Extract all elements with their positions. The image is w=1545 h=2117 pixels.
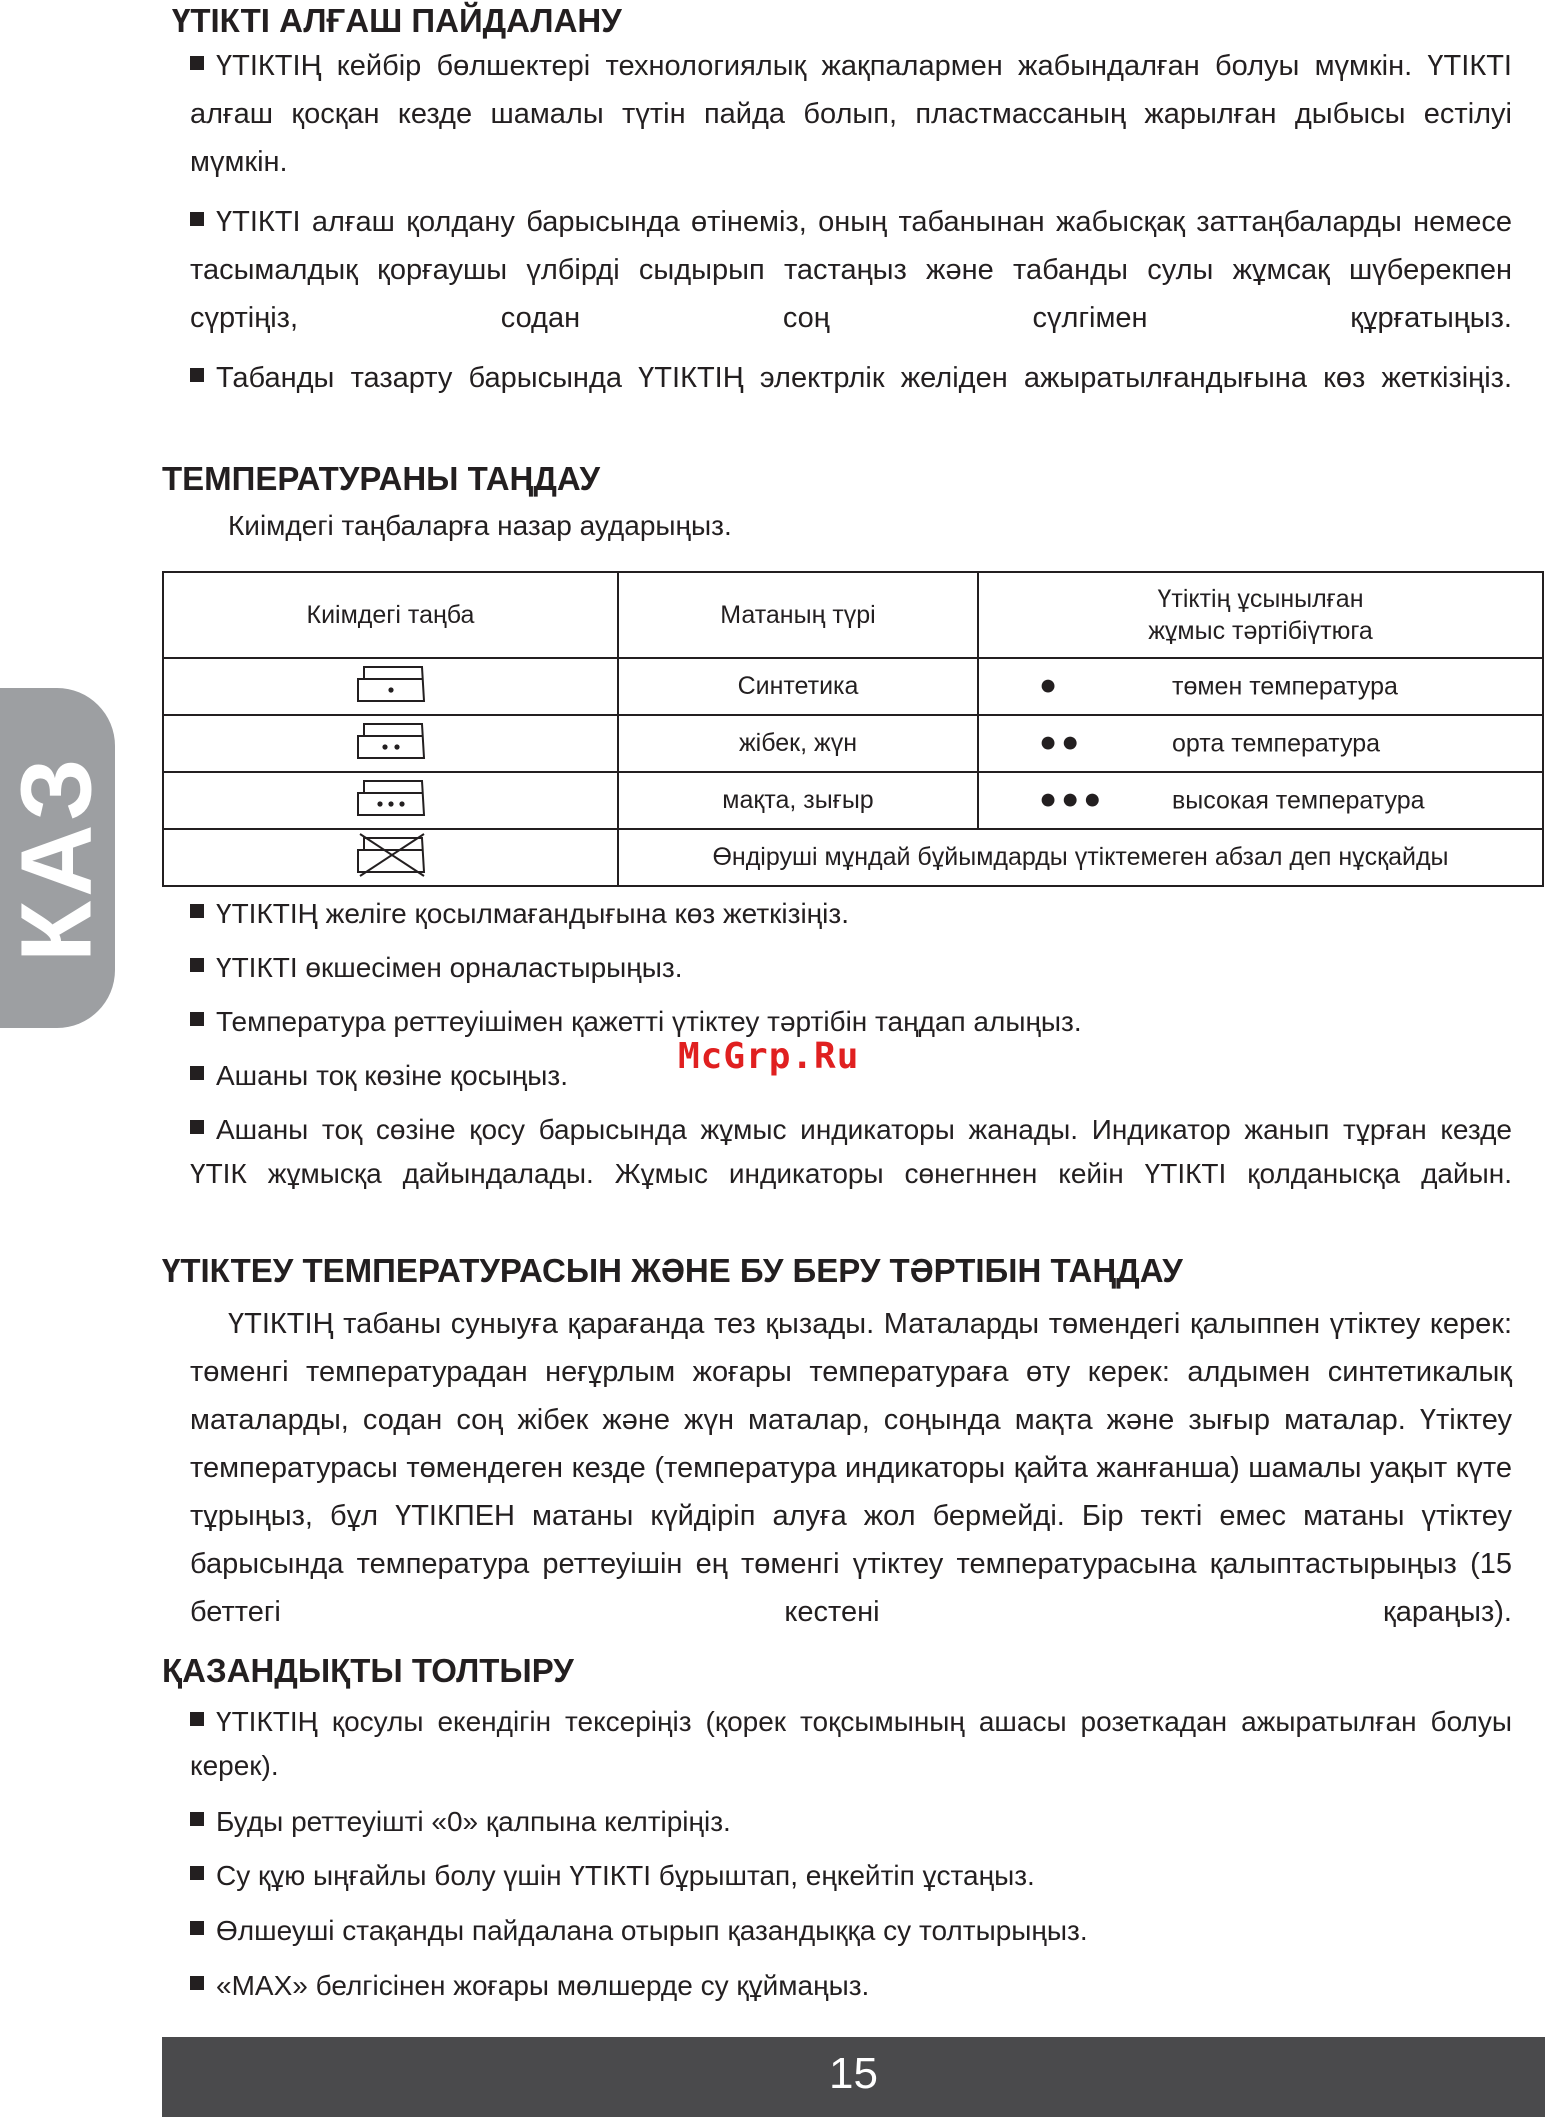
- table-header-mode-line1: Үтіктің ұсынылған: [1157, 585, 1364, 613]
- mode-text: төмен температура: [1172, 672, 1398, 700]
- table-row: [163, 829, 1543, 886]
- list-item: [190, 354, 1512, 450]
- list-item: [190, 1915, 1088, 1947]
- do-not-iron-icon: [163, 829, 618, 886]
- table-header-fabric: Матаның түрі: [618, 572, 978, 658]
- watermark-logo: McGrp.Ru: [678, 1036, 860, 1077]
- table-header-row: [163, 572, 1543, 658]
- bullet-icon: [190, 1921, 204, 1935]
- table-row: [163, 772, 1543, 829]
- table-header-mode-line2: жұмыс тәртібіүтюга: [1148, 617, 1373, 645]
- list-item-text: ҮТІКТІ өкшесімен орналастырыңыз.: [216, 952, 683, 983]
- table-header-symbol: Киімдегі таңба: [163, 572, 618, 658]
- table-row: [163, 715, 1543, 772]
- bullet-icon: [190, 1066, 204, 1080]
- list-item: [190, 1108, 1512, 1240]
- bullet-icon: [190, 1866, 204, 1880]
- list-item: [190, 952, 683, 984]
- list-item-text: Табанды тазарту барысында ҮТІКТІҢ электрлік желіден ажыратылғандығына көз жеткізіңіз.: [216, 362, 1512, 394]
- section-intro: Киімдегі таңбаларға назар аударыңыз.: [228, 510, 732, 541]
- bullet-icon: [190, 1976, 204, 1990]
- bullet-icon: [190, 368, 204, 382]
- table-row: [163, 658, 1543, 715]
- fabric-cell: мақта, зығыр: [618, 772, 978, 829]
- list-item: [190, 1006, 1082, 1038]
- section-title-steam: ҮТІКТЕУ ТЕМПЕРАТУРАСЫН ЖӘНЕ БУ БЕРУ ТӘРТІБІН ТАҢДАУ: [162, 1252, 1183, 1289]
- mode-cell: [978, 715, 1543, 772]
- list-item-text: Ашаны тоқ сөзіне қосу барысында жұмыс индикаторы жанады. Индикатор жанып тұрған кезде ҮТІК жұмысқа дайындалады. Жұмыс индикаторы сөнегннен кейін ҮТІКТІ қолданысқа дайын.: [190, 1114, 1512, 1189]
- bullet-icon: [190, 212, 204, 226]
- temperature-dots: ●●●: [1039, 781, 1106, 815]
- bullet-icon: [190, 1712, 204, 1726]
- no-iron-note: Өндіруші мұндай бұйымдарды үтіктемеген абзал деп нұсқайды: [618, 829, 1543, 886]
- list-item-text: Температура реттеуішімен қажетті үтіктеу тәртібін таңдап алыңыз.: [216, 1006, 1082, 1037]
- page-number: 15: [829, 2049, 878, 2098]
- list-item: [190, 1060, 568, 1092]
- bullet-icon: [190, 56, 204, 70]
- table-header-mode: [978, 572, 1543, 658]
- list-item-text: Ашаны тоқ көзіне қосыңыз.: [216, 1060, 569, 1091]
- fabric-cell: Синтетика: [618, 658, 978, 715]
- language-tab-label: КАЗ: [0, 754, 113, 962]
- bullet-icon: [190, 958, 204, 972]
- list-item: [190, 898, 849, 930]
- bullet-icon: [190, 1120, 204, 1134]
- list-item-text: ҮТІКТІҢ желіге қосылмағандығына көз жеткізіңіз.: [216, 898, 849, 929]
- bullet-icon: [190, 1012, 204, 1026]
- bullet-icon: [190, 904, 204, 918]
- bullet-icon: [190, 1812, 204, 1826]
- section-title-first-use: ҮТІКТІ АЛҒАШ ПАЙДАЛАНУ: [172, 2, 622, 39]
- mode-text: высокая температура: [1172, 786, 1425, 814]
- list-item: [190, 1970, 869, 2002]
- list-item-text: Өлшеуші стақанды пайдалана отырып қазандыққа су толтырыңыз.: [216, 1915, 1088, 1946]
- list-item: [190, 1860, 1035, 1892]
- list-item-text: «MAX» белгісінен жоғары мөлшерде су құймаңыз.: [216, 1970, 870, 2001]
- temperature-table: [162, 571, 1544, 887]
- section-title-temperature: ТЕМПЕРАТУРАНЫ ТАҢДАУ: [162, 460, 600, 497]
- iron-three-dots-icon: [163, 772, 618, 829]
- mode-text: орта температура: [1172, 729, 1380, 757]
- list-item-text: Буды реттеуішті «0» қалпына келтіріңіз.: [216, 1806, 731, 1837]
- iron-one-dot-icon: [163, 658, 618, 715]
- mode-cell: [978, 772, 1543, 829]
- list-item-text: ҮТІКТІҢ қосулы екендігін тексеріңіз (қорек тоқсымының ашасы розеткадан ажыратылған болуы керек).: [190, 1706, 1512, 1781]
- temperature-dots: ●●: [1039, 724, 1084, 758]
- section-paragraph: ҮТІКТІҢ табаны суныуға қарағанда тез қызады. Маталарды төмендегі қалыппен үтіктеу керек: төменгі температурадан неғұрлым жоғары температураға өту керек: алдымен синтетикалық маталарды, содан соң жібек және жүн маталар, соңында мақта және зығыр маталар. Үтіктеу температурасы төмендеген кезде (температура индикаторы қайта жанғанша) шамалы уақыт күте тұрыңыз, бұл ҮТІКПЕН матаны күйдіріп алуға жол бермейді. Бір текті емес матаны үтіктеу барысында температура реттеуішін ең төменгі үтіктеу температурасына қалыптастырыңыз (15 беттегі кестені қараңыз).: [190, 1308, 1512, 1628]
- section-title-tank: ҚАЗАНДЫҚТЫ ТОЛТЫРУ: [162, 1652, 574, 1689]
- language-side-tab: [0, 688, 115, 1028]
- temperature-dots: ●: [1039, 667, 1062, 701]
- mode-cell: [978, 658, 1543, 715]
- iron-two-dots-icon: [163, 715, 618, 772]
- list-item-text: ҮТІКТІ алғаш қолдану барысында өтінеміз, оның табанынан жабысқақ заттаңбаларды немесе тасымалдық қорғаушы үлбірді сыдырып тастаңыз және табанды сулы жұмсақ шүберекпен сүртіңіз, содан соң сүлгімен құрғатыңыз.: [190, 206, 1512, 334]
- list-item-text: Су құю ыңғайлы болу үшін ҮТІКТІ бұрыштап, еңкейтіп ұстаңыз.: [216, 1860, 1035, 1891]
- fabric-cell: жібек, жүн: [618, 715, 978, 772]
- page-footer: [162, 2037, 1545, 2117]
- list-item: [190, 1806, 731, 1838]
- list-item-text: ҮТІКТІҢ кейбір бөлшектері технологиялық жақпалармен жабындалған болуы мүмкін. ҮТІКТІ алғаш қосқан кезде шамалы түтін пайда болып, пластмассаның жарылған дыбысы естілуі мүмкін.: [190, 50, 1512, 178]
